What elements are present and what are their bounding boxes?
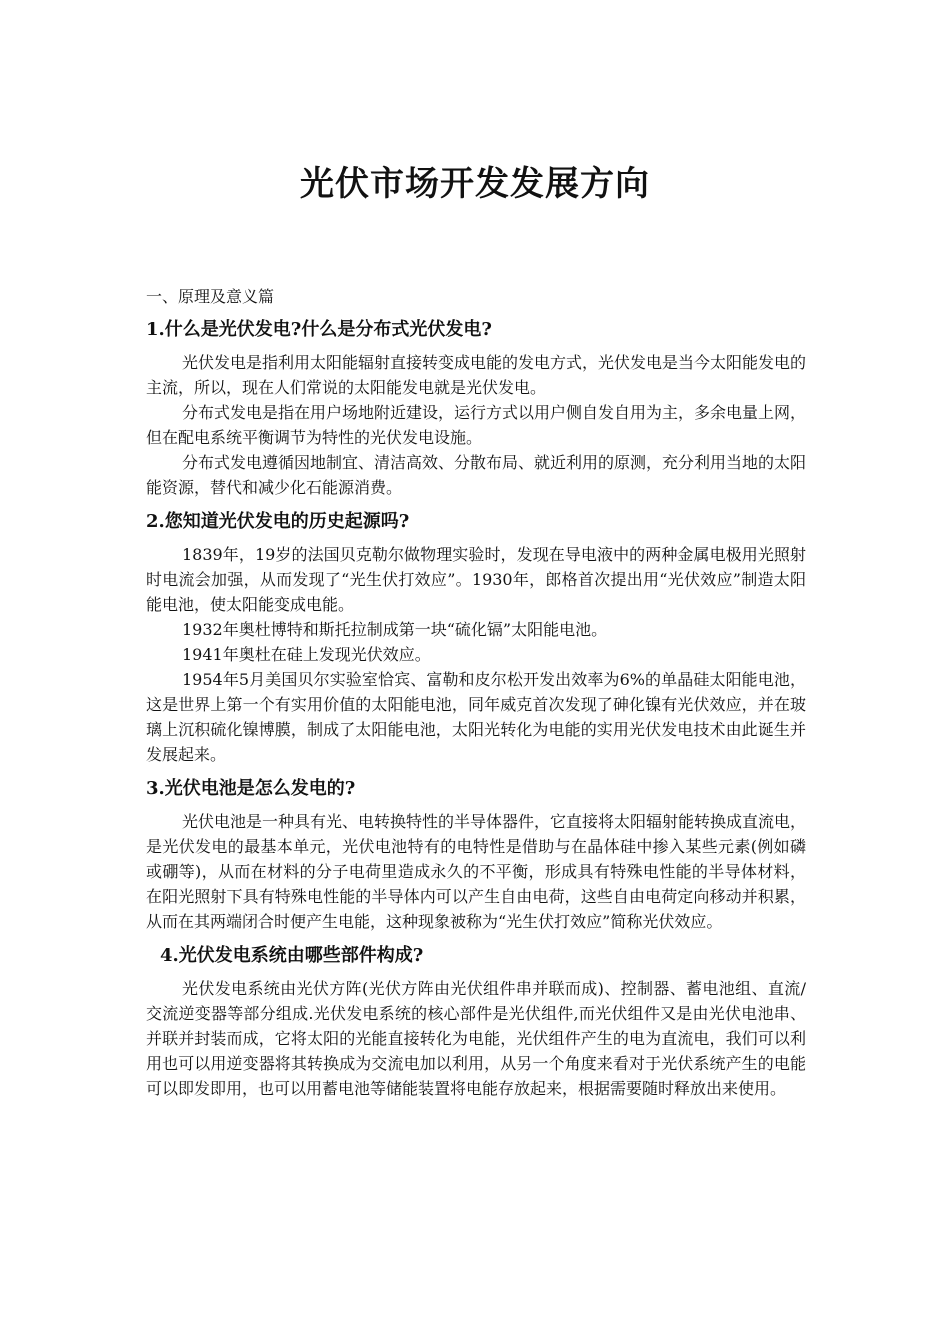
document-title: 光伏市场开发发展方向 [300, 164, 650, 204]
question-block-4 [146, 942, 806, 1101]
document-body [146, 284, 806, 1109]
paragraph: 分布式发电遵循因地制宜、清洁高效、分散布局、就近利用的原测，充分利用当地的太阳能资源，替代和减少化石能源消费。 [146, 453, 807, 497]
paragraph: 光伏发电系统由光伏方阵(光伏方阵由光伏组件串并联而成)、控制器、蓄电池组、直流/交流逆变器等部分组成.光伏发电系统的核心部件是光伏组件,而光伏组件又是由光伏电池串、并联并封装而成，它将太阳的光能直接转化为电能，光伏组件产生的电为直流电，我们可以利用也可以用逆变器将其转换成为交流电加以利用，从另一个角度来看对于光伏系统产生的电能可以即发即用，也可以用蓄电池等储能装置将电能存放起来，根据需要随时释放出来使用。 [146, 979, 806, 1098]
paragraph: 1932年奥杜博特和斯托拉制成第一块“硫化镉”太阳能电池。 [182, 620, 608, 639]
question-block-3 [146, 775, 806, 934]
section-label: 一、原理及意义篇 [146, 287, 275, 306]
paragraph: 光伏电池是一种具有光、电转换特性的半导体器件，它直接将太阳辐射能转换成直流电，是光伏发电的最基本单元，光伏电池特有的电特性是借助与在晶体硅中掺入某些元素(例如磷或硼等)，从而在材料的分子电荷里造成永久的不平衡，形成具有特殊电性能的半导体材料，在阳光照射下具有特殊电性能的半导体内可以产生自由电荷，这些自由电荷定向移动并积累，从而在其两端闭合时便产生电能，这种现象被称为“光生伏打效应”简称光伏效应。 [146, 812, 807, 931]
question-heading-3: 3.光伏电池是怎么发电的? [146, 778, 356, 799]
paragraph: 分布式发电是指在用户场地附近建设，运行方式以用户侧自发自用为主，多余电量上网，但在配电系统平衡调节为特性的光伏发电设施。 [146, 403, 807, 447]
question-block-2 [146, 508, 806, 767]
question-heading-4: 4.光伏发电系统由哪些部件构成? [160, 945, 424, 966]
question-heading-2: 2.您知道光伏发电的历史起源吗? [146, 511, 410, 532]
paragraph: 1941年奥杜在硅上发现光伏效应。 [182, 645, 431, 664]
question-heading-1: 1.什么是光伏发电?什么是分布式光伏发电? [146, 319, 492, 340]
paragraph: 1954年5月美国贝尔实验室恰宾、富勒和皮尔松开发出效率为6%的单晶硅太阳能电池，这是世界上第一个有实用价值的太阳能电池，同年威克首次发现了砷化镍有光伏效应，并在玻璃上沉积硫化镍博膜，制成了太阳能电池，太阳光转化为电能的实用光伏发电技术由此诞生并发展起来。 [146, 670, 806, 764]
paragraph: 1839年，19岁的法国贝克勒尔做物理实验时，发现在导电液中的两种金属电极用光照射时电流会加强，从而发现了“光生伏打效应”。1930年，郎格首次提出用“光伏效应”制造太阳能电池，使太阳能变成电能。 [146, 545, 806, 614]
question-block-1 [146, 316, 806, 500]
paragraph: 光伏发电是指利用太阳能辐射直接转变成电能的发电方式，光伏发电是当今太阳能发电的主流，所以，现在人们常说的太阳能发电就是光伏发电。 [146, 353, 807, 397]
